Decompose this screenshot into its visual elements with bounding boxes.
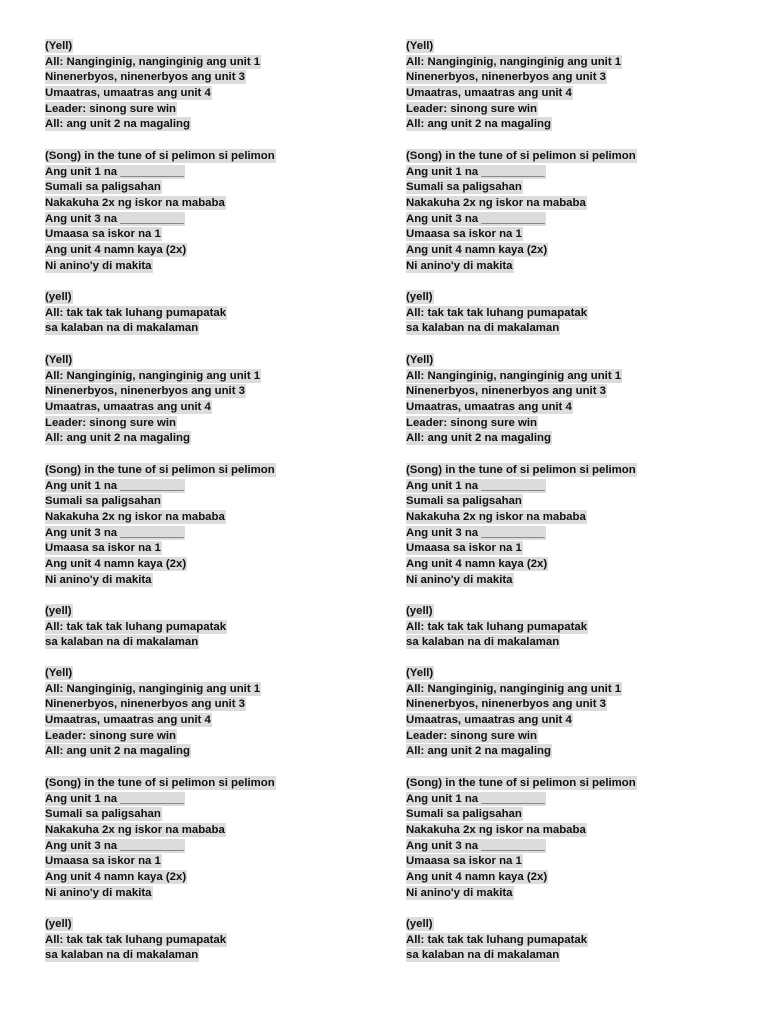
text-line: All: Nanginginig, nanginginig ang unit 1 bbox=[45, 682, 261, 695]
text-line: All: Nanginginig, nanginginig ang unit 1 bbox=[406, 55, 622, 68]
text-line: (Song) in the tune of si pelimon si pelimon bbox=[45, 464, 275, 476]
song-block bbox=[45, 148, 385, 274]
text-line: (yell) bbox=[406, 605, 433, 617]
text-line: sa kalaban na di makalaman bbox=[45, 636, 199, 649]
text-line: Leader: sinong sure win bbox=[406, 729, 538, 742]
text-line: Ninenerbyos, ninenerbyos ang unit 3 bbox=[45, 385, 246, 398]
text-line: Umaatras, umaatras ang unit 4 bbox=[45, 401, 211, 414]
text-line: Ni anino'y di makita bbox=[406, 886, 513, 899]
text-line: Umaatras, umaatras ang unit 4 bbox=[45, 714, 211, 727]
text-line: (Song) in the tune of si pelimon si pelimon bbox=[406, 777, 636, 789]
yell-block bbox=[45, 38, 385, 132]
text-line: Nakakuha 2x ng iskor na mababa bbox=[406, 197, 586, 210]
text-line: All: ang unit 2 na magaling bbox=[45, 745, 190, 758]
text-line: Ni anino'y di makita bbox=[406, 259, 513, 272]
text-line: sa kalaban na di makalaman bbox=[406, 636, 560, 649]
text-line: (Yell) bbox=[45, 40, 73, 52]
text-line: Ang unit 1 na __________ bbox=[406, 479, 545, 492]
text-line: (yell) bbox=[45, 605, 72, 617]
text-line: (Song) in the tune of si pelimon si pelimon bbox=[45, 150, 275, 162]
yell-closing-block bbox=[406, 289, 746, 336]
text-line: All: tak tak tak luhang pumapatak bbox=[406, 933, 588, 946]
text-line: All: ang unit 2 na magaling bbox=[406, 432, 551, 445]
text-line: Ang unit 1 na __________ bbox=[45, 479, 184, 492]
song-block bbox=[406, 462, 746, 588]
text-line: Ang unit 4 namn kaya (2x) bbox=[45, 558, 187, 571]
yell-block bbox=[45, 352, 385, 446]
text-line: Ni anino'y di makita bbox=[45, 259, 152, 272]
text-line: Ni anino'y di makita bbox=[45, 573, 152, 586]
text-line: Ninenerbyos, ninenerbyos ang unit 3 bbox=[406, 698, 607, 711]
text-line: Umaatras, umaatras ang unit 4 bbox=[45, 87, 211, 100]
text-line: All: tak tak tak luhang pumapatak bbox=[406, 620, 588, 633]
song-block bbox=[45, 775, 385, 901]
text-line: Leader: sinong sure win bbox=[45, 729, 177, 742]
text-line: Leader: sinong sure win bbox=[406, 416, 538, 429]
text-line: Sumali sa paligsahan bbox=[406, 181, 522, 194]
yell-closing-block bbox=[45, 603, 385, 650]
text-line: Ang unit 4 namn kaya (2x) bbox=[45, 244, 187, 257]
yell-block bbox=[45, 665, 385, 759]
yell-closing-block bbox=[406, 916, 746, 963]
text-line: Ang unit 1 na __________ bbox=[45, 792, 184, 805]
text-line: Sumali sa paligsahan bbox=[45, 808, 161, 821]
yell-closing-block bbox=[45, 289, 385, 336]
text-line: Leader: sinong sure win bbox=[45, 416, 177, 429]
text-line: (Song) in the tune of si pelimon si pelimon bbox=[45, 777, 275, 789]
text-line: (yell) bbox=[45, 918, 72, 930]
text-line: Ninenerbyos, ninenerbyos ang unit 3 bbox=[45, 71, 246, 84]
text-line: (Yell) bbox=[406, 667, 434, 679]
text-line: Ni anino'y di makita bbox=[406, 573, 513, 586]
text-line: Ang unit 1 na __________ bbox=[45, 165, 184, 178]
text-line: Ang unit 3 na __________ bbox=[45, 839, 184, 852]
text-line: Umaatras, umaatras ang unit 4 bbox=[406, 401, 572, 414]
text-line: (Yell) bbox=[406, 40, 434, 52]
text-line: (yell) bbox=[45, 291, 72, 303]
text-line: Nakakuha 2x ng iskor na mababa bbox=[406, 511, 586, 524]
text-line: Ang unit 1 na __________ bbox=[406, 792, 545, 805]
text-line: (Song) in the tune of si pelimon si pelimon bbox=[406, 150, 636, 162]
text-line: All: ang unit 2 na magaling bbox=[45, 118, 190, 131]
text-line: Sumali sa paligsahan bbox=[45, 495, 161, 508]
yell-closing-block bbox=[45, 916, 385, 963]
text-line: sa kalaban na di makalaman bbox=[406, 322, 560, 335]
text-line: (Yell) bbox=[406, 354, 434, 366]
text-line: All: tak tak tak luhang pumapatak bbox=[45, 933, 227, 946]
text-line: Umaatras, umaatras ang unit 4 bbox=[406, 714, 572, 727]
text-line: (yell) bbox=[406, 918, 433, 930]
text-line: Ang unit 3 na __________ bbox=[45, 212, 184, 225]
text-line: Nakakuha 2x ng iskor na mababa bbox=[406, 824, 586, 837]
text-line: Umaasa sa iskor na 1 bbox=[45, 542, 161, 555]
text-line: Umaatras, umaatras ang unit 4 bbox=[406, 87, 572, 100]
text-line: Umaasa sa iskor na 1 bbox=[45, 855, 161, 868]
yell-block bbox=[406, 38, 746, 132]
text-line: sa kalaban na di makalaman bbox=[45, 949, 199, 962]
text-line: Umaasa sa iskor na 1 bbox=[406, 855, 522, 868]
yell-block bbox=[406, 352, 746, 446]
text-line: (Yell) bbox=[45, 354, 73, 366]
text-line: Ang unit 1 na __________ bbox=[406, 165, 545, 178]
text-line: All: Nanginginig, nanginginig ang unit 1 bbox=[406, 369, 622, 382]
text-line: Ang unit 4 namn kaya (2x) bbox=[45, 871, 187, 884]
text-line: sa kalaban na di makalaman bbox=[45, 322, 199, 335]
text-line: Nakakuha 2x ng iskor na mababa bbox=[45, 824, 225, 837]
text-line: Ang unit 3 na __________ bbox=[406, 212, 545, 225]
text-line: Sumali sa paligsahan bbox=[406, 808, 522, 821]
song-block bbox=[45, 462, 385, 588]
song-block bbox=[406, 775, 746, 901]
text-line: (yell) bbox=[406, 291, 433, 303]
text-line: All: ang unit 2 na magaling bbox=[406, 745, 551, 758]
text-line: Ninenerbyos, ninenerbyos ang unit 3 bbox=[45, 698, 246, 711]
text-line: Ang unit 3 na __________ bbox=[406, 839, 545, 852]
text-line: Sumali sa paligsahan bbox=[45, 181, 161, 194]
text-line: Umaasa sa iskor na 1 bbox=[406, 542, 522, 555]
text-line: Ang unit 4 namn kaya (2x) bbox=[406, 558, 548, 571]
text-line: All: Nanginginig, nanginginig ang unit 1 bbox=[406, 682, 622, 695]
text-line: All: Nanginginig, nanginginig ang unit 1 bbox=[45, 55, 261, 68]
text-line: (Yell) bbox=[45, 667, 73, 679]
text-line: Nakakuha 2x ng iskor na mababa bbox=[45, 197, 225, 210]
text-line: All: Nanginginig, nanginginig ang unit 1 bbox=[45, 369, 261, 382]
text-line: Sumali sa paligsahan bbox=[406, 495, 522, 508]
text-line: Umaasa sa iskor na 1 bbox=[406, 228, 522, 241]
text-line: Ang unit 3 na __________ bbox=[45, 526, 184, 539]
text-line: All: ang unit 2 na magaling bbox=[406, 118, 551, 131]
text-line: Ninenerbyos, ninenerbyos ang unit 3 bbox=[406, 385, 607, 398]
text-line: sa kalaban na di makalaman bbox=[406, 949, 560, 962]
text-line: All: tak tak tak luhang pumapatak bbox=[406, 306, 588, 319]
text-line: Nakakuha 2x ng iskor na mababa bbox=[45, 511, 225, 524]
text-line: All: ang unit 2 na magaling bbox=[45, 432, 190, 445]
song-block bbox=[406, 148, 746, 274]
text-line: Umaasa sa iskor na 1 bbox=[45, 228, 161, 241]
yell-block bbox=[406, 665, 746, 759]
text-line: All: tak tak tak luhang pumapatak bbox=[45, 306, 227, 319]
text-line: Ninenerbyos, ninenerbyos ang unit 3 bbox=[406, 71, 607, 84]
yell-closing-block bbox=[406, 603, 746, 650]
text-line: Ni anino'y di makita bbox=[45, 886, 152, 899]
text-line: Ang unit 4 namn kaya (2x) bbox=[406, 244, 548, 257]
text-line: (Song) in the tune of si pelimon si pelimon bbox=[406, 464, 636, 476]
text-line: Leader: sinong sure win bbox=[406, 102, 538, 115]
text-line: Ang unit 4 namn kaya (2x) bbox=[406, 871, 548, 884]
text-line: Leader: sinong sure win bbox=[45, 102, 177, 115]
text-line: Ang unit 3 na __________ bbox=[406, 526, 545, 539]
text-line: All: tak tak tak luhang pumapatak bbox=[45, 620, 227, 633]
